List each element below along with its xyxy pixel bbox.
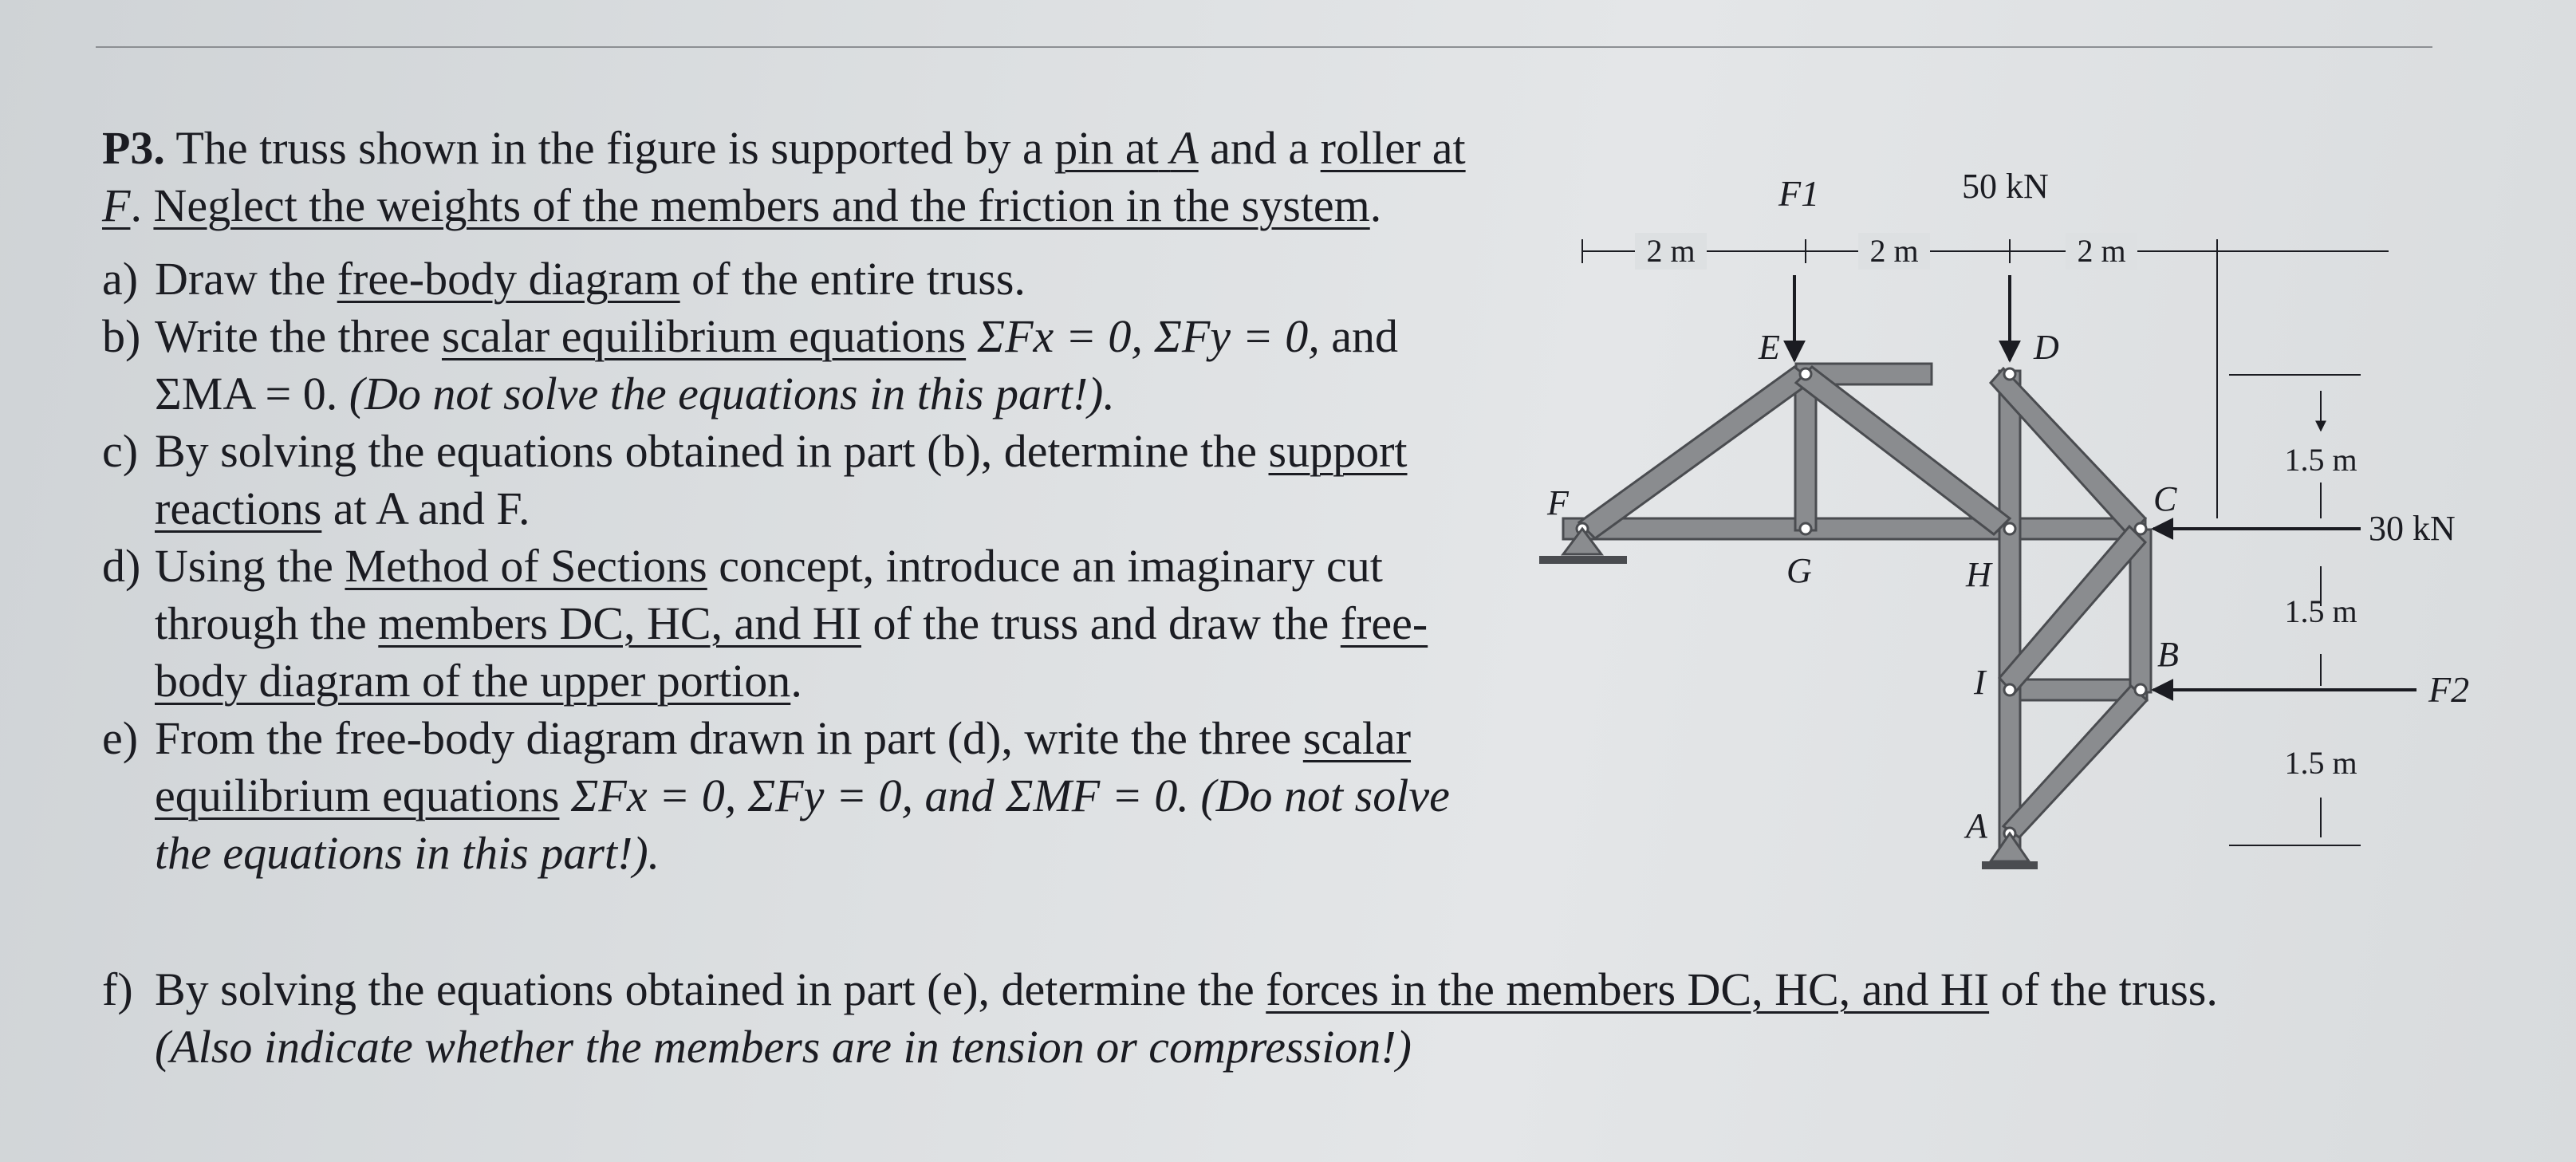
dim-15-3: 1.5 m	[2284, 745, 2357, 781]
dim-15-2: 1.5 m	[2284, 593, 2357, 629]
node-D: D	[2034, 328, 2059, 367]
member-FE	[1579, 367, 1812, 538]
node-E: E	[1759, 328, 1780, 367]
part-f: f) By solving the equations obtained in part (e), determine the forces in the members DC, HC, and HI of the truss. (Also indicate whether the members are in tension or compression!)	[102, 963, 2218, 1073]
label-50kN: 50 kN	[1962, 167, 2049, 206]
dim-15-1: 1.5 m	[2284, 442, 2357, 478]
problem-intro: P3. The truss shown in the figure is supported by a pin at A and a roller at F. Neglect the weights of the members and the friction in the system.	[102, 122, 1466, 231]
top-rule	[96, 46, 2432, 48]
node-A: A	[1966, 806, 1987, 845]
part-d: d) Using the Method of Sections concept, introduce an imaginary cut through the members DC, HC, and HI of the truss and draw the free-body diagram of the upper portion.	[102, 540, 1428, 707]
node-C: C	[2153, 479, 2177, 518]
part-b: b) Write the three scalar equilibrium equations ΣFx = 0, ΣFy = 0, and ΣMA = 0. (Do not solve the equations in this part!).	[102, 310, 1398, 420]
dim-label-3: 2 m	[2077, 233, 2126, 269]
label-F1: F1	[1778, 173, 1820, 214]
member-DA	[1999, 371, 2020, 849]
pin-support-A	[1982, 833, 2038, 869]
node-B: B	[2157, 635, 2179, 674]
label-F2: F2	[2428, 669, 2470, 710]
truss-members	[1563, 364, 2151, 849]
part-a: a) Draw the free-body diagram of the entire truss.	[102, 253, 1026, 305]
member-BA	[2003, 686, 2147, 837]
node-H: H	[1966, 555, 1991, 594]
dim-label-1: 2 m	[1646, 233, 1696, 269]
node-F: F	[1547, 483, 1569, 522]
part-c: c) By solving the equations obtained in part (b), determine the support reactions at A and F.	[102, 425, 1408, 534]
part-e: e) From the free-body diagram drawn in part (d), write the three scalar equilibrium equations ΣFx = 0, ΣFy = 0, and ΣMF = 0. (Do not solve the equations in this part!).	[102, 712, 1450, 879]
member-EH	[1796, 367, 2010, 534]
problem-number: P3.	[102, 122, 165, 174]
truss-figure	[1515, 144, 2552, 893]
parts-list	[102, 250, 1490, 882]
dim-label-2: 2 m	[1869, 233, 1919, 269]
member-FC	[1563, 518, 2145, 539]
node-I: I	[1974, 663, 1986, 702]
node-G: G	[1786, 551, 1812, 590]
problem-statement	[102, 120, 1490, 882]
label-30kN: 30 kN	[2369, 509, 2456, 548]
